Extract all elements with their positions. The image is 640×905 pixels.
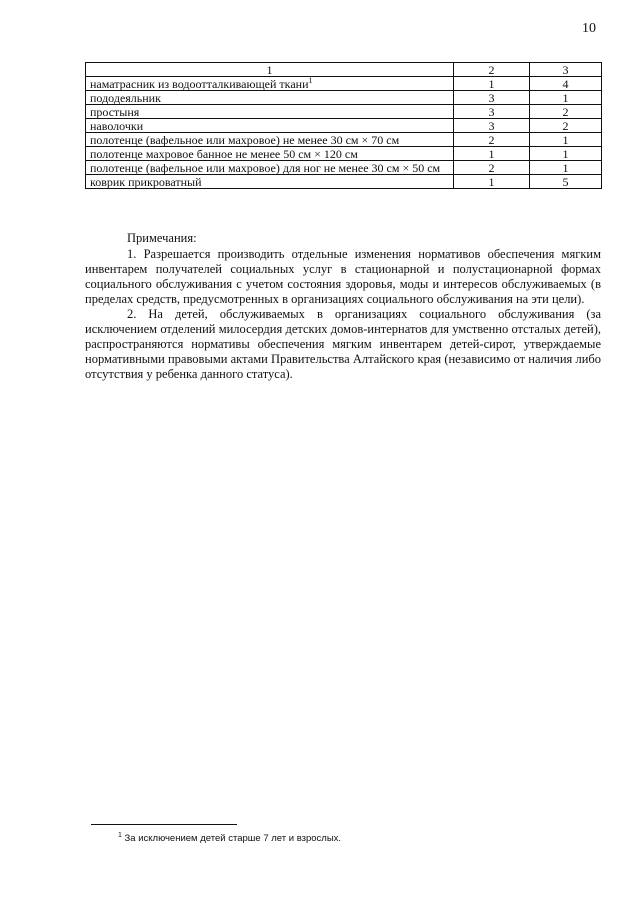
- footnote-reference: 1: [308, 76, 313, 85]
- footnote-divider: [91, 824, 237, 825]
- value-cell: 1: [530, 147, 602, 161]
- item-name-cell: коврик прикроватный: [86, 175, 454, 189]
- table-header-cell: 1: [86, 63, 454, 77]
- item-name-cell: наволочки: [86, 119, 454, 133]
- table-row: [86, 91, 602, 105]
- value-cell: 5: [530, 175, 602, 189]
- notes-section: [85, 231, 601, 382]
- value-cell: 3: [454, 119, 530, 133]
- table-row: [86, 175, 602, 189]
- table-header-cell: 3: [530, 63, 602, 77]
- value-cell: 2: [454, 161, 530, 175]
- page-number: 10: [582, 21, 596, 36]
- notes-title: Примечания:: [127, 231, 197, 245]
- table-row: [86, 119, 602, 133]
- norms-table: [85, 62, 602, 189]
- item-name-cell: полотенце (вафельное или махровое) не менее 30 см × 70 см: [86, 133, 454, 147]
- value-cell: 1: [530, 161, 602, 175]
- footnote: [118, 833, 341, 844]
- note-paragraph: 2. На детей, обслуживаемых в организациях социального обслуживания (за исключением отделений милосердия детских домов-интернатов для умственно отсталых детей), распространяются нормативы обеспечения мягким инвентарем детей-сирот, утверждаемые нормативными правовыми актами Правительства Алтайского края (независимо от наличия либо отсутствия у ребенка данного статуса).: [85, 307, 601, 381]
- item-name-cell: простыня: [86, 105, 454, 119]
- value-cell: 2: [530, 119, 602, 133]
- value-cell: 3: [454, 105, 530, 119]
- table-header-cell: 2: [454, 63, 530, 77]
- value-cell: 1: [530, 91, 602, 105]
- table-row: [86, 147, 602, 161]
- value-cell: 3: [454, 91, 530, 105]
- item-name-cell: наматрасник из водоотталкивающей ткани$^1$: [86, 77, 454, 91]
- table-row: [86, 77, 602, 91]
- value-cell: 1: [454, 147, 530, 161]
- value-cell: 1: [454, 175, 530, 189]
- footnote-text: За исключением детей старше 7 лет и взрослых.: [124, 833, 342, 844]
- value-cell: 2: [530, 105, 602, 119]
- value-cell: 4: [530, 77, 602, 91]
- item-name-cell: полотенце махровое банное не менее 50 см × 120 см: [86, 147, 454, 161]
- table-row: [86, 133, 602, 147]
- item-name-cell: пододеяльник: [86, 91, 454, 105]
- value-cell: 2: [454, 133, 530, 147]
- footnote-mark: 1: [118, 832, 122, 839]
- table-row: [86, 161, 602, 175]
- item-name-cell: полотенце (вафельное или махровое) для ног не менее 30 см × 50 см: [86, 161, 454, 175]
- value-cell: 1: [530, 133, 602, 147]
- value-cell: 1: [454, 77, 530, 91]
- table-header-row: [86, 63, 602, 77]
- table-row: [86, 105, 602, 119]
- note-paragraph: 1. Разрешается производить отдельные изменения нормативов обеспечения мягким инвентарем получателей социальных услуг в стационарной и полустационарной формах социального обслуживания с учетом состояния здоровья, моды и интересов обслуживаемых (в пределах средств, предусмотренных в организациях социального обслуживания на эти цели).: [85, 247, 601, 306]
